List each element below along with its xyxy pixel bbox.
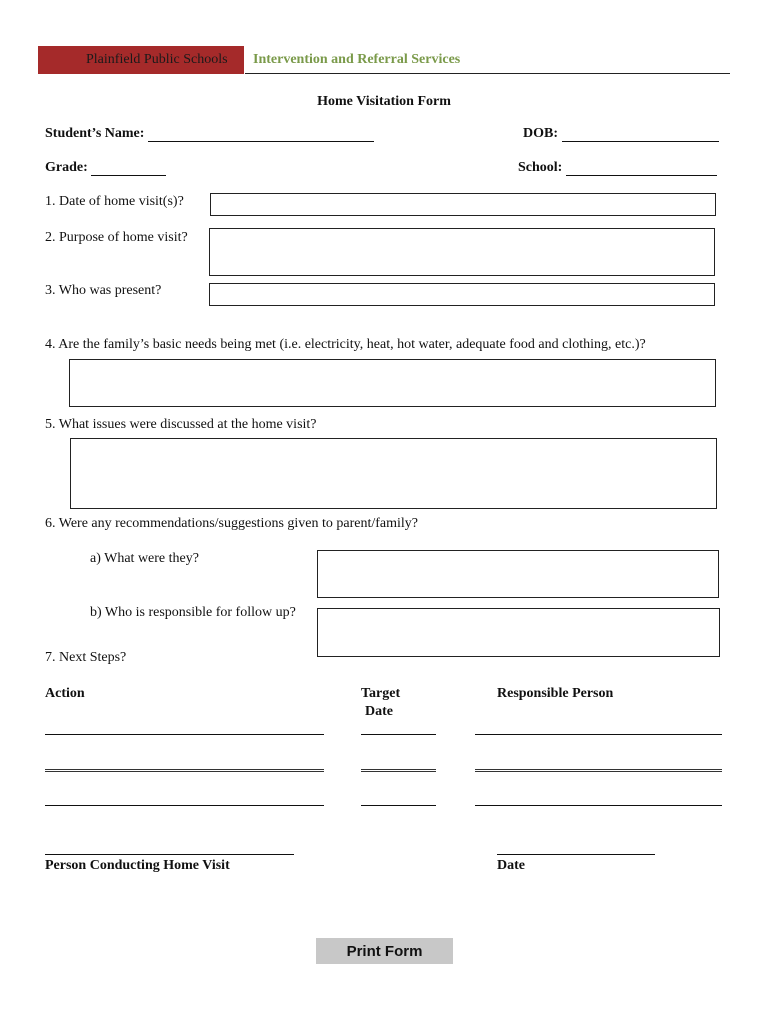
grade-field[interactable] <box>91 175 166 176</box>
question-2-label: 2. Purpose of home visit? <box>45 230 188 245</box>
responsible-field-2[interactable] <box>475 769 722 772</box>
grade-label: Grade: <box>45 160 88 175</box>
basic-needs-input[interactable] <box>69 359 716 407</box>
follow-up-responsible-input[interactable] <box>317 608 720 657</box>
question-6a-label: a) What were they? <box>90 551 199 566</box>
target-column-header-line2: Date <box>365 704 393 719</box>
responsible-column-header: Responsible Person <box>497 686 614 701</box>
district-name: Plainfield Public Schools <box>86 52 228 67</box>
responsible-field-3[interactable] <box>475 805 722 806</box>
department-name: Intervention and Referral Services <box>253 52 461 67</box>
signature-date-label: Date <box>497 858 525 873</box>
action-column-header: Action <box>45 686 85 701</box>
target-date-field-1[interactable] <box>361 734 436 735</box>
issues-discussed-input[interactable] <box>70 438 717 509</box>
student-name-field[interactable] <box>148 141 374 142</box>
school-field[interactable] <box>566 175 717 176</box>
question-6b-label: b) Who is responsible for follow up? <box>90 605 296 620</box>
question-7-label: 7. Next Steps? <box>45 650 127 665</box>
target-date-field-2[interactable] <box>361 769 436 772</box>
school-label: School: <box>518 160 563 175</box>
action-field-3[interactable] <box>45 805 324 806</box>
question-4-label: 4. Are the family’s basic needs being met (i.e. electricity, heat, hot water, adequate food and clothing, etc.)? <box>45 337 646 352</box>
page-title: Home Visitation Form <box>317 94 451 109</box>
signature-date-field[interactable] <box>497 854 655 855</box>
question-1-label: 1. Date of home visit(s)? <box>45 194 184 209</box>
who-present-input[interactable] <box>209 283 715 306</box>
visit-purpose-input[interactable] <box>209 228 715 276</box>
action-field-2[interactable] <box>45 769 324 772</box>
recommendations-input[interactable] <box>317 550 719 598</box>
print-form-button[interactable]: Print Form <box>316 938 453 964</box>
student-name-label: Student’s Name: <box>45 126 145 141</box>
dob-field[interactable] <box>562 141 719 142</box>
header-divider <box>245 73 730 74</box>
question-5-label: 5. What issues were discussed at the home visit? <box>45 417 317 432</box>
district-banner <box>38 46 244 74</box>
dob-label: DOB: <box>523 126 558 141</box>
person-conducting-label: Person Conducting Home Visit <box>45 858 230 873</box>
question-3-label: 3. Who was present? <box>45 283 162 298</box>
question-6-label: 6. Were any recommendations/suggestions given to parent/family? <box>45 516 419 531</box>
responsible-field-1[interactable] <box>475 734 722 735</box>
target-date-field-3[interactable] <box>361 805 436 806</box>
action-field-1[interactable] <box>45 734 324 735</box>
person-conducting-field[interactable] <box>45 854 294 855</box>
visit-date-input[interactable] <box>210 193 716 216</box>
target-column-header-line1: Target <box>361 686 401 701</box>
